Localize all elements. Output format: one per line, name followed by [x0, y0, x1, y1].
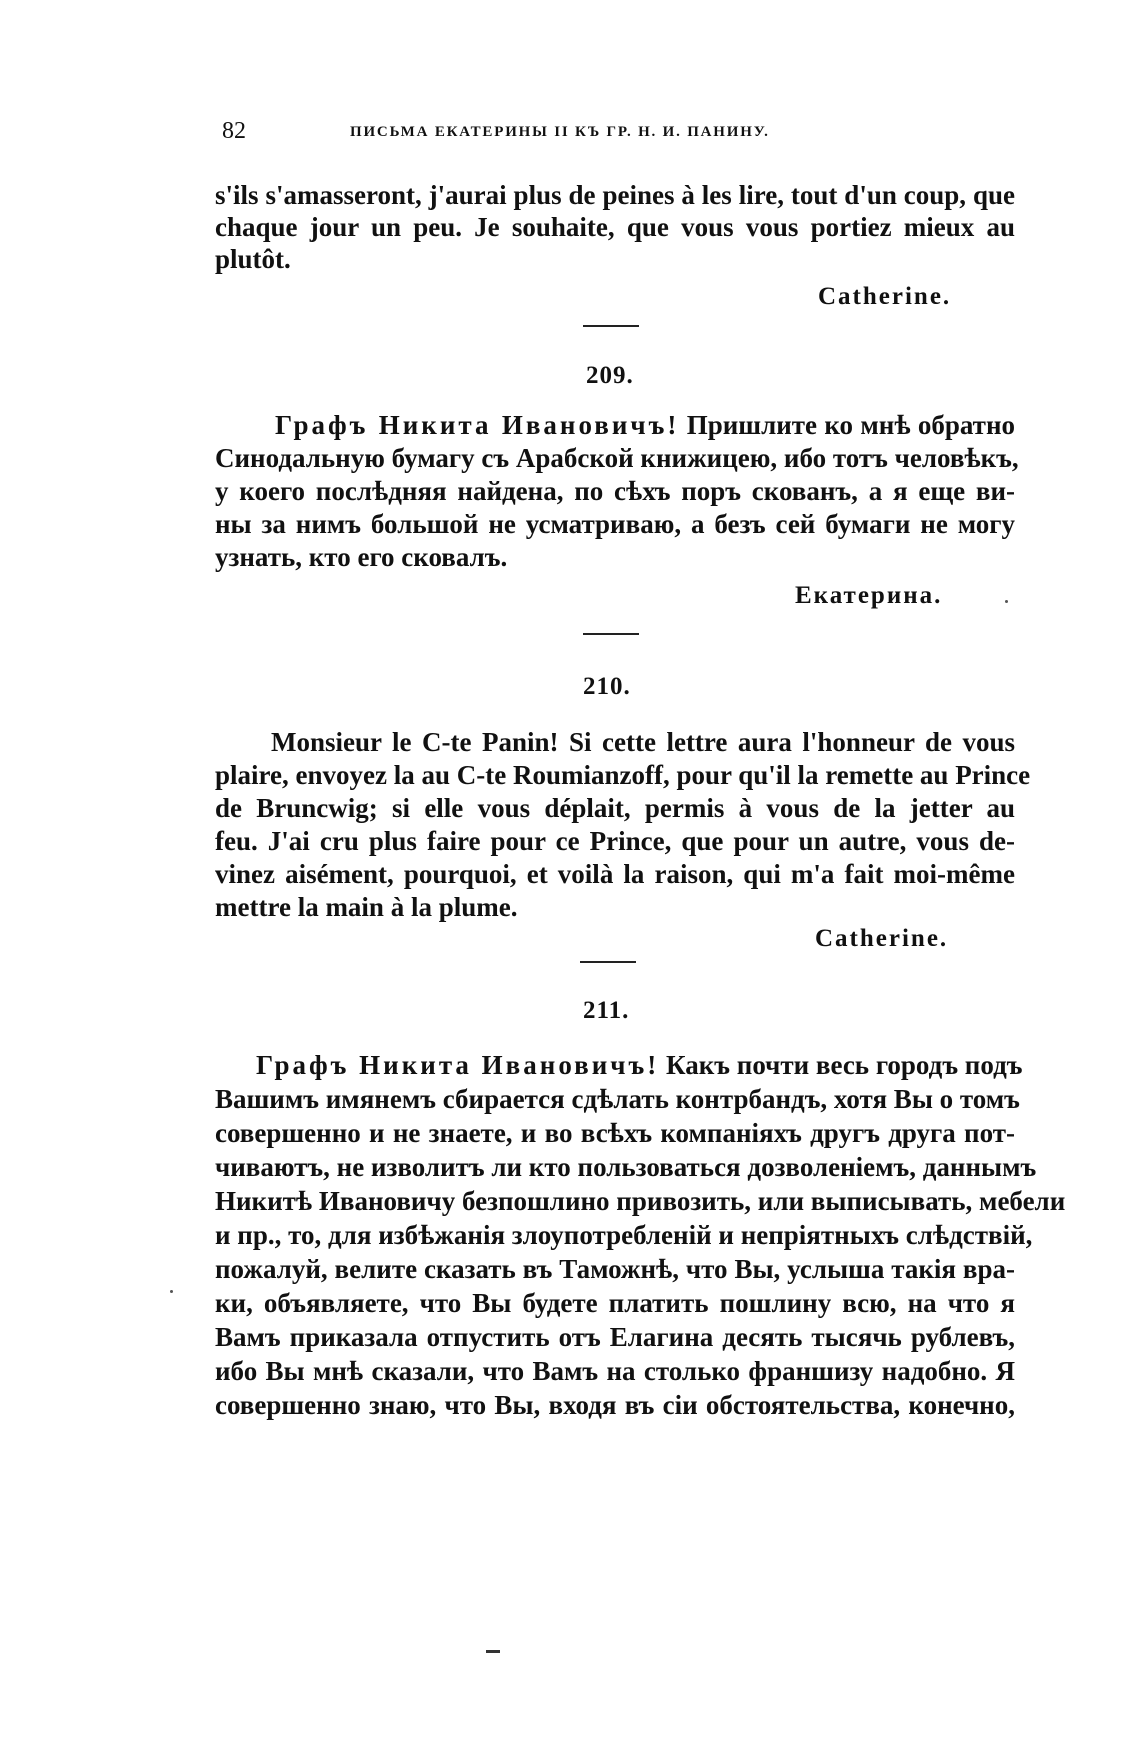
text-line — [256, 1048, 1023, 1082]
text-line — [275, 408, 1015, 442]
text-line: feu. J'ai cru plus faire pour ce Prince, que pour un autre, vous de- — [215, 826, 1015, 856]
letter-number: 211. — [583, 997, 630, 1024]
text-line: совершенно и не знаете, и во всѣхъ компаніяхъ другъ друга пот- — [215, 1118, 1015, 1148]
text-line: chaque jour un peu. Je souhaite, que vous vous portiez mieux au — [215, 212, 1015, 242]
letter-number: 210. — [583, 673, 631, 700]
salutation: Графъ Никита Ивановичъ! — [275, 410, 680, 440]
running-title: ПИСЬМА ЕКАТЕРИНЫ II КЪ ГР. Н. И. ПАНИНУ. — [350, 124, 770, 140]
text-line: у коего послѣдняя найдена, по сѣхъ поръ скованъ, а я еще ви- — [215, 476, 1015, 506]
text-line: Никитѣ Ивановичу безпошлино привозить, или выписывать, мебели — [215, 1186, 1066, 1216]
text-line: vinez aisément, pourquoi, et voilà la raison, qui m'a fait moi-même — [215, 859, 1015, 889]
text-line: mettre la main à la plume. — [215, 892, 518, 922]
text-line: и пр., то, для избѣжанія злоупотребленій и непріятныхъ слѣдствій, — [215, 1220, 1033, 1250]
text-line: Вамъ приказала отпустить отъ Елагина десять тысячь рублевъ, — [215, 1322, 1015, 1352]
section-divider — [583, 325, 639, 327]
text-line: ны за нимъ большой не усматриваю, а безъ сей бумаги не могу — [215, 509, 1015, 539]
text-line: Monsieur le C-te Panin! Si cette lettre aura l'honneur de vous — [271, 727, 1015, 757]
page-number: 82 — [222, 118, 246, 144]
signature: Catherine. — [818, 283, 952, 310]
section-divider — [580, 961, 636, 963]
salutation: Графъ Никита Ивановичъ! — [256, 1050, 660, 1080]
text-line: ибо Вы мнѣ сказали, что Вамъ на столько франшизу надобно. Я — [215, 1356, 1015, 1386]
text-line: Вашимъ имянемъ сбирается сдѣлать контрбандъ, хотя Вы о томъ — [215, 1084, 1020, 1114]
text-line: пожалуй, велите сказать въ Таможнѣ, что Вы, услыша такія вра- — [215, 1254, 1015, 1284]
text-line: Синодальную бумагу съ Арабской книжицею, ибо тотъ человѣкъ, — [215, 443, 1019, 473]
text-line: чиваютъ, не изволитъ ли кто пользоваться дозволеніемъ, даннымъ — [215, 1152, 1037, 1182]
text-line: узнать, кто его сковалъ. — [215, 542, 508, 572]
text-line: de Bruncwig; si elle vous déplait, permis à vous de la jetter au — [215, 793, 1015, 823]
page-header — [222, 118, 922, 148]
signature: Екатерина. — [795, 582, 943, 609]
letter-number: 209. — [586, 362, 634, 389]
line-continuation: Какъ почти весь городъ подъ — [666, 1050, 1023, 1080]
catchword-mark — [486, 1650, 500, 1653]
section-divider — [583, 633, 639, 635]
signature: Catherine. — [815, 925, 949, 952]
text-line: plaire, envoyez la au C-te Roumianzoff, pour qu'il la remette au Prince — [215, 760, 1031, 790]
line-continuation: Пришлите ко мнѣ обратно — [686, 410, 1015, 440]
print-speck — [1005, 600, 1008, 603]
text-line: plutôt. — [215, 244, 291, 274]
text-line: совершенно знаю, что Вы, входя въ сіи обстоятельства, конечно, — [215, 1390, 1015, 1420]
text-line: ки, объявляете, что Вы будете платить пошлину всю, на что я — [215, 1288, 1015, 1318]
print-speck — [170, 1290, 173, 1293]
text-line: s'ils s'amasseront, j'aurai plus de peines à les lire, tout d'un coup, que — [215, 180, 1015, 210]
